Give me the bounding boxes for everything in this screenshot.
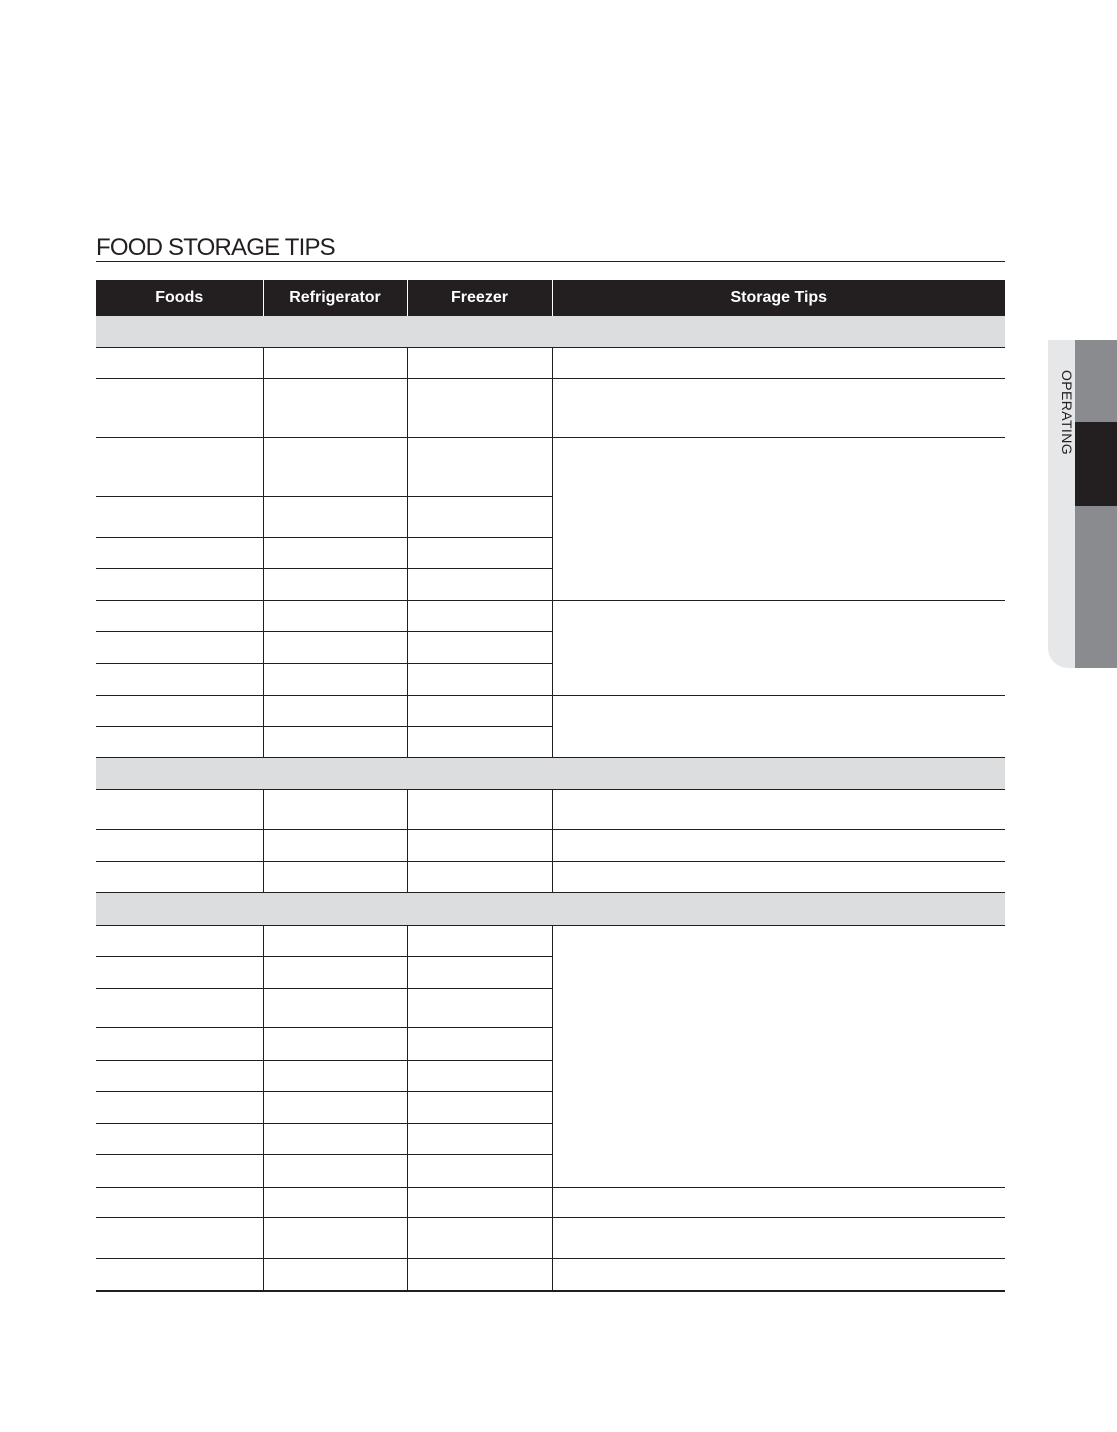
cell-freezer <box>407 926 552 957</box>
cell-food <box>96 348 263 379</box>
cell-refrigerator <box>263 664 407 696</box>
cell-freezer <box>407 379 552 438</box>
cell-food <box>96 438 263 497</box>
header-storage-tips: Storage Tips <box>552 280 1005 316</box>
header-freezer: Freezer <box>407 280 552 316</box>
cell-freezer <box>407 1218 552 1259</box>
table-row <box>96 926 1005 957</box>
section-band <box>96 758 1005 790</box>
cell-refrigerator <box>263 1259 407 1291</box>
cell-refrigerator <box>263 1188 407 1218</box>
section-band <box>96 316 1005 348</box>
cell-freezer <box>407 727 552 758</box>
cell-refrigerator <box>263 538 407 569</box>
section-row <box>96 758 1005 790</box>
cell-freezer <box>407 1092 552 1124</box>
table-header-row <box>96 280 1005 316</box>
cell-food <box>96 1092 263 1124</box>
cell-tips <box>552 1188 1005 1218</box>
cell-freezer <box>407 957 552 989</box>
cell-food <box>96 1124 263 1155</box>
cell-food <box>96 601 263 632</box>
cell-refrigerator <box>263 989 407 1028</box>
title-divider <box>96 261 1005 262</box>
cell-refrigerator <box>263 569 407 601</box>
page-title: FOOD STORAGE TIPS <box>96 234 335 261</box>
cell-food <box>96 1259 263 1291</box>
cell-freezer <box>407 632 552 664</box>
table-row <box>96 379 1005 438</box>
cell-food <box>96 664 263 696</box>
cell-tips <box>552 1218 1005 1259</box>
cell-freezer <box>407 1061 552 1092</box>
table-row <box>96 790 1005 830</box>
cell-food <box>96 632 263 664</box>
header-refrigerator: Refrigerator <box>263 280 407 316</box>
cell-food <box>96 926 263 957</box>
cell-tips <box>552 438 1005 601</box>
cell-freezer <box>407 569 552 601</box>
cell-refrigerator <box>263 438 407 497</box>
cell-food <box>96 1061 263 1092</box>
cell-refrigerator <box>263 1155 407 1188</box>
table-row <box>96 696 1005 727</box>
cell-food <box>96 1188 263 1218</box>
cell-food <box>96 1155 263 1188</box>
cell-tips <box>552 1259 1005 1291</box>
cell-refrigerator <box>263 1061 407 1092</box>
side-tab-segment <box>1075 340 1117 422</box>
cell-refrigerator <box>263 348 407 379</box>
cell-tips <box>552 926 1005 1188</box>
cell-freezer <box>407 696 552 727</box>
cell-tips <box>552 830 1005 862</box>
cell-freezer <box>407 862 552 893</box>
cell-tips <box>552 790 1005 830</box>
cell-refrigerator <box>263 1092 407 1124</box>
cell-freezer <box>407 664 552 696</box>
section-band <box>96 893 1005 926</box>
cell-freezer <box>407 989 552 1028</box>
table-row <box>96 830 1005 862</box>
cell-food <box>96 569 263 601</box>
side-section-tab <box>1048 340 1117 668</box>
cell-freezer <box>407 790 552 830</box>
cell-tips <box>552 601 1005 696</box>
cell-freezer <box>407 601 552 632</box>
section-row <box>96 893 1005 926</box>
table-row <box>96 1259 1005 1291</box>
cell-tips <box>552 696 1005 758</box>
cell-refrigerator <box>263 497 407 538</box>
cell-refrigerator <box>263 1028 407 1061</box>
cell-food <box>96 497 263 538</box>
cell-food <box>96 379 263 438</box>
table-row <box>96 601 1005 632</box>
cell-refrigerator <box>263 862 407 893</box>
cell-food <box>96 696 263 727</box>
section-row <box>96 316 1005 348</box>
cell-food <box>96 727 263 758</box>
cell-refrigerator <box>263 1124 407 1155</box>
table-row <box>96 862 1005 893</box>
cell-tips <box>552 862 1005 893</box>
header-foods: Foods <box>96 280 263 316</box>
cell-freezer <box>407 1028 552 1061</box>
cell-freezer <box>407 1259 552 1291</box>
cell-refrigerator <box>263 632 407 664</box>
table-row <box>96 1188 1005 1218</box>
cell-refrigerator <box>263 1218 407 1259</box>
cell-freezer <box>407 538 552 569</box>
cell-freezer <box>407 497 552 538</box>
cell-freezer <box>407 1188 552 1218</box>
cell-refrigerator <box>263 727 407 758</box>
cell-freezer <box>407 1155 552 1188</box>
cell-freezer <box>407 348 552 379</box>
cell-food <box>96 989 263 1028</box>
cell-freezer <box>407 438 552 497</box>
cell-food <box>96 957 263 989</box>
cell-refrigerator <box>263 926 407 957</box>
cell-refrigerator <box>263 830 407 862</box>
cell-tips <box>552 348 1005 379</box>
cell-food <box>96 830 263 862</box>
cell-refrigerator <box>263 790 407 830</box>
side-tab-label: OPERATING <box>1059 370 1075 456</box>
table-row <box>96 1218 1005 1259</box>
cell-food <box>96 862 263 893</box>
cell-refrigerator <box>263 696 407 727</box>
table-row <box>96 348 1005 379</box>
cell-refrigerator <box>263 379 407 438</box>
cell-food <box>96 1218 263 1259</box>
cell-freezer <box>407 1124 552 1155</box>
table-row <box>96 438 1005 497</box>
cell-food <box>96 1028 263 1061</box>
food-storage-table <box>96 280 1005 1292</box>
side-tab-segment <box>1075 506 1117 668</box>
side-tab-active-segment <box>1075 422 1117 506</box>
cell-freezer <box>407 830 552 862</box>
cell-refrigerator <box>263 957 407 989</box>
cell-food <box>96 538 263 569</box>
cell-refrigerator <box>263 601 407 632</box>
cell-food <box>96 790 263 830</box>
cell-tips <box>552 379 1005 438</box>
